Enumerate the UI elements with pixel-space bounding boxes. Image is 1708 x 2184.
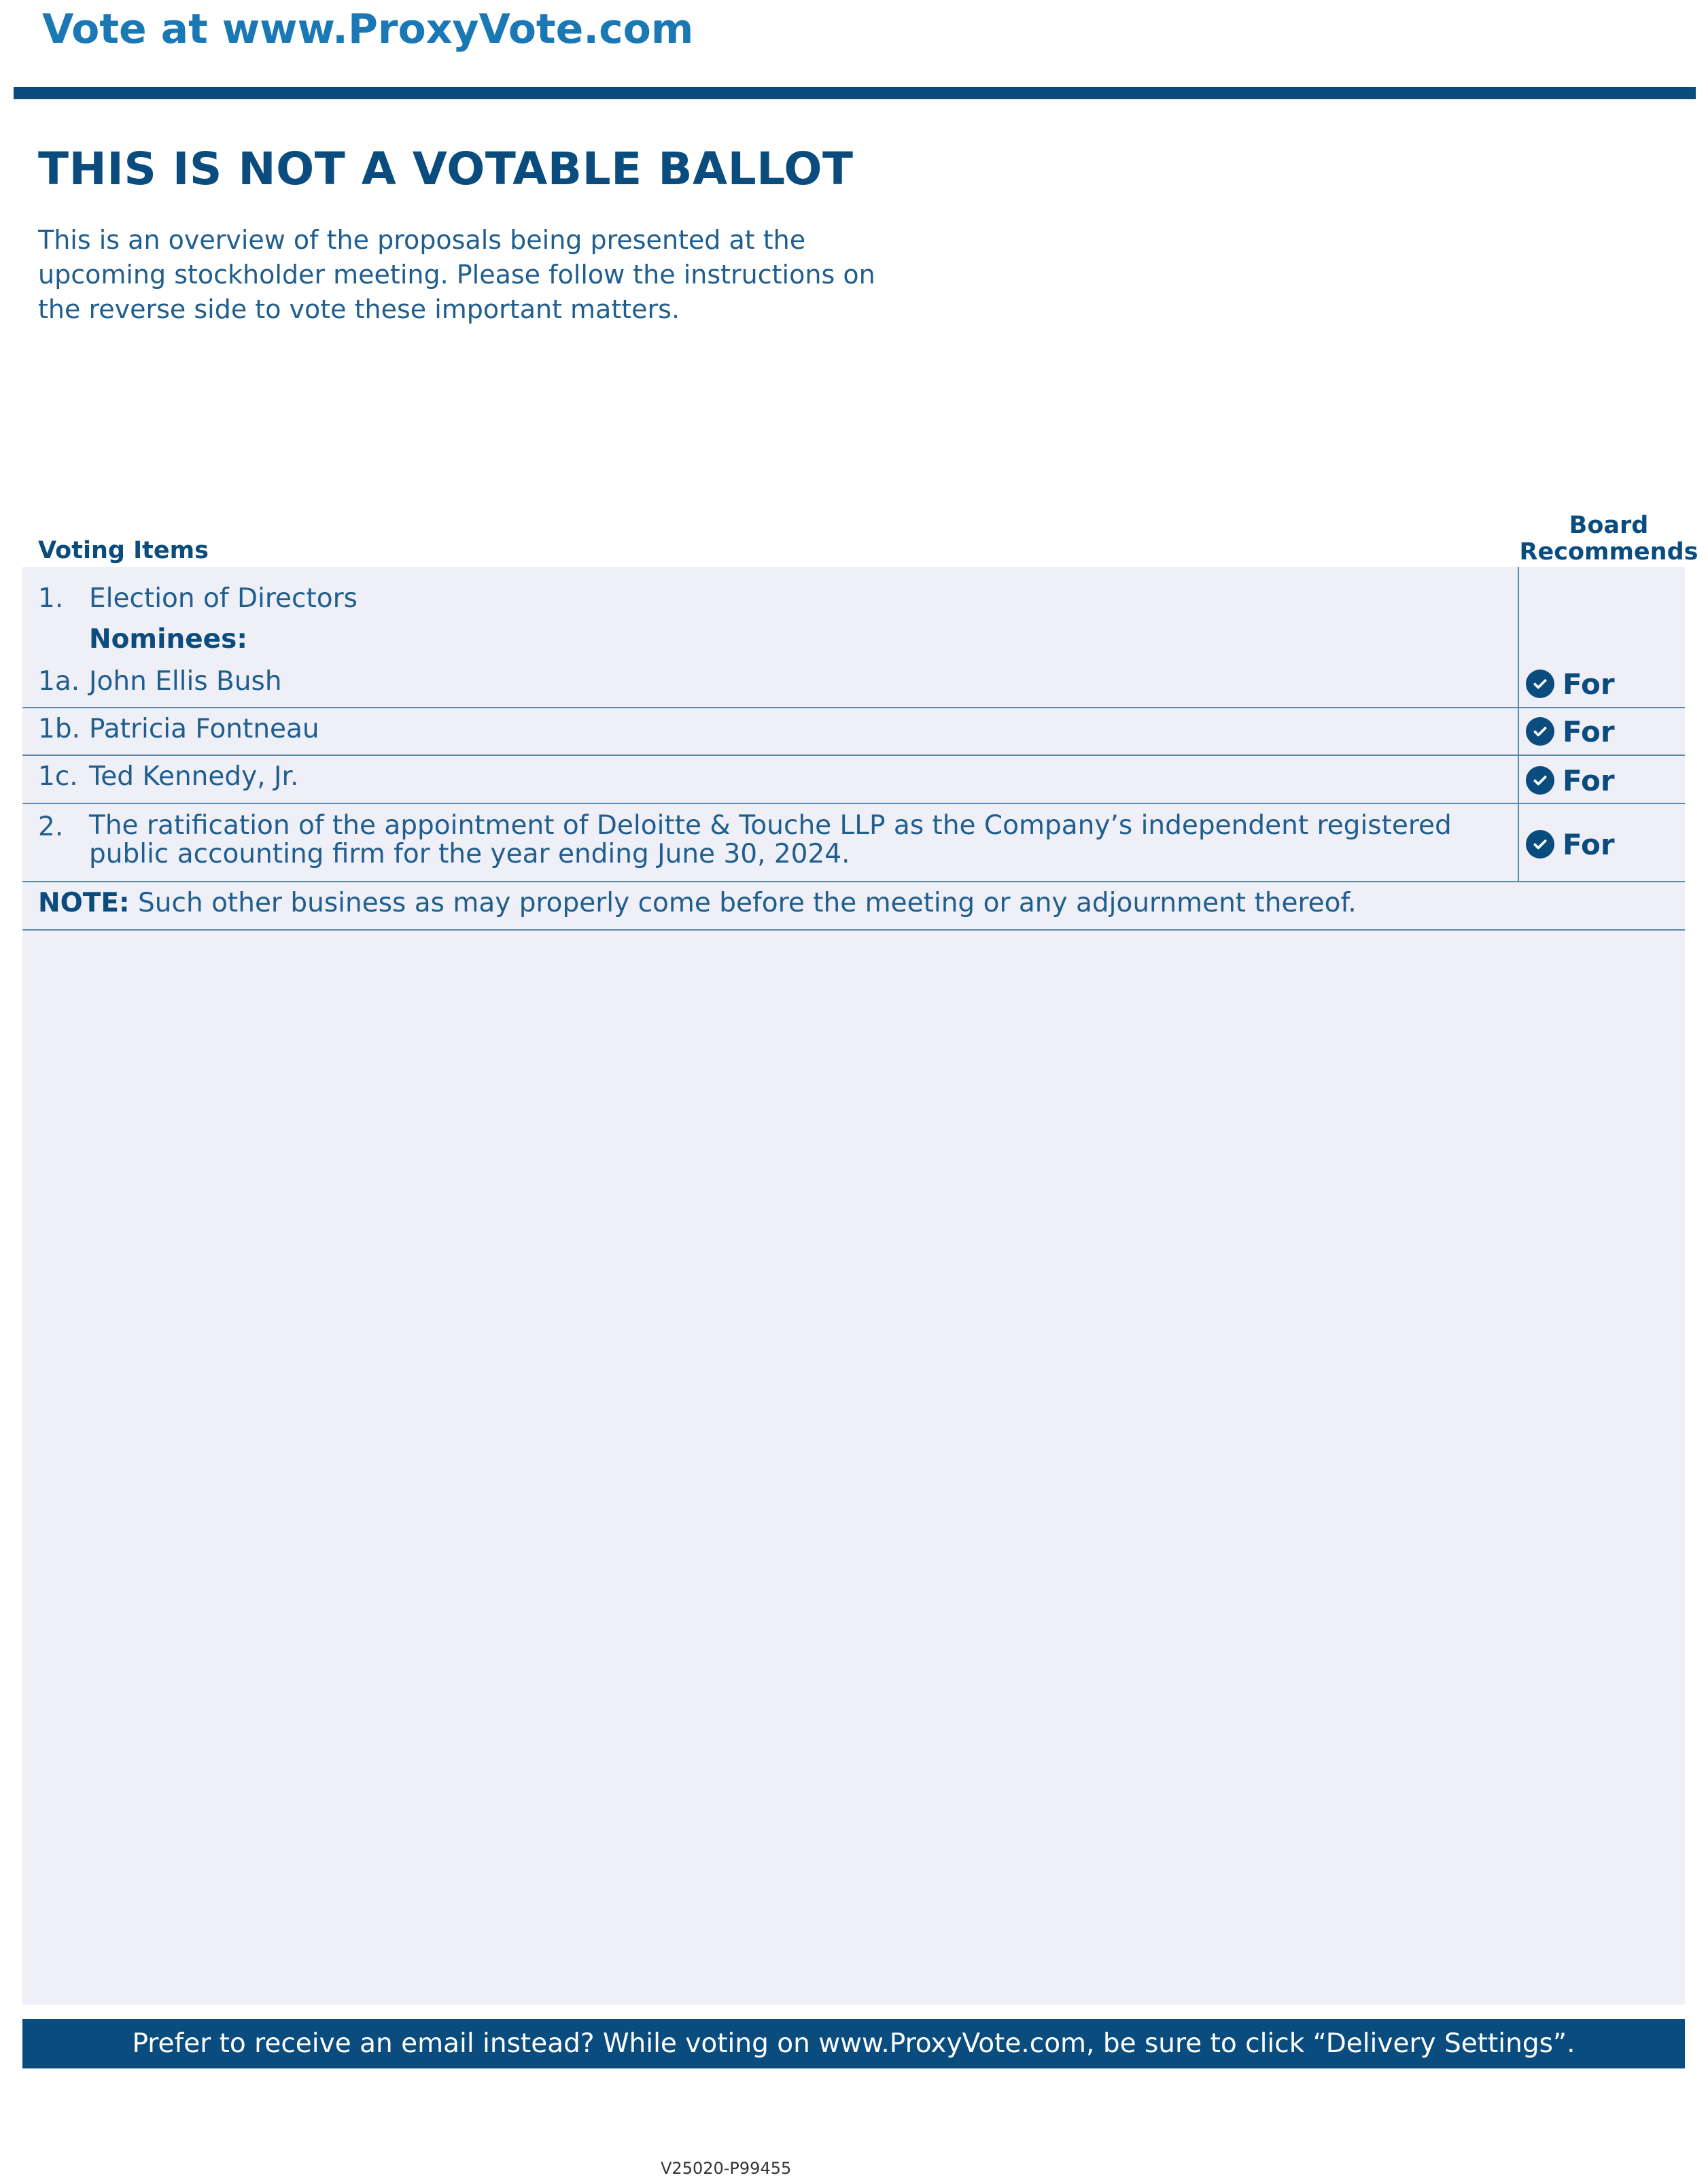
header-divider xyxy=(14,87,1696,99)
item-2-number: 2. xyxy=(38,812,64,842)
note-line xyxy=(38,888,1357,918)
recommendation-label: For xyxy=(1563,763,1615,797)
recommendation-label: For xyxy=(1563,667,1615,701)
intro-text: This is an overview of the proposals being presented at the upcoming stockholder meeting. Please follow the instructions on the reverse side to vote these important matters. xyxy=(38,225,875,324)
item-1c-text: Ted Kennedy, Jr. xyxy=(89,761,299,792)
item-2-recommendation xyxy=(1526,828,1615,861)
board-recommends-heading xyxy=(1517,513,1701,566)
item-1-number: 1. xyxy=(38,583,64,614)
item-2-text: The ratification of the appointment of Deloitte & Touche LLP as the Company’s independent registered public accounting firm for the year ending June 30, 2024. xyxy=(89,810,1452,869)
note-label: NOTE: xyxy=(38,888,130,918)
email-delivery-banner: Prefer to receive an email instead? While voting on www.ProxyVote.com, be sure to click “Delivery Settings”. xyxy=(22,2019,1685,2068)
item-1b-number: 1b. xyxy=(38,714,80,744)
nominees-label: Nominees: xyxy=(89,624,247,655)
item-1a-recommendation xyxy=(1526,668,1615,700)
item-1-text: Election of Directors xyxy=(89,583,358,614)
recommendation-column-divider xyxy=(1518,567,1519,882)
board-heading-line2: Recommends xyxy=(1519,538,1698,566)
document-code: V25020-P99455 xyxy=(661,2159,792,2178)
item-1a-text: John Ellis Bush xyxy=(89,666,282,697)
row-divider xyxy=(22,881,1685,882)
item-1a-number: 1a. xyxy=(38,666,80,697)
item-1c-recommendation xyxy=(1526,764,1615,797)
check-circle-icon xyxy=(1526,830,1554,859)
check-circle-icon xyxy=(1526,766,1554,795)
row-divider xyxy=(22,803,1685,804)
board-heading-line1: Board xyxy=(1569,512,1649,539)
check-circle-icon xyxy=(1526,717,1554,746)
voting-items-heading: Voting Items xyxy=(38,537,209,564)
row-divider xyxy=(22,707,1685,708)
recommendation-label: For xyxy=(1563,827,1615,861)
row-divider xyxy=(22,755,1685,756)
note-divider xyxy=(22,929,1685,931)
item-1b-recommendation xyxy=(1526,715,1615,748)
proxyvote-link[interactable]: Vote at www.ProxyVote.com xyxy=(42,5,694,53)
page-title: THIS IS NOT A VOTABLE BALLOT xyxy=(38,143,854,195)
recommendation-label: For xyxy=(1563,714,1615,748)
check-circle-icon xyxy=(1526,670,1554,698)
item-1c-number: 1c. xyxy=(38,761,78,792)
item-1b-text: Patricia Fontneau xyxy=(89,714,319,744)
note-text: Such other business as may properly come before the meeting or any adjournment thereof. xyxy=(129,888,1357,918)
